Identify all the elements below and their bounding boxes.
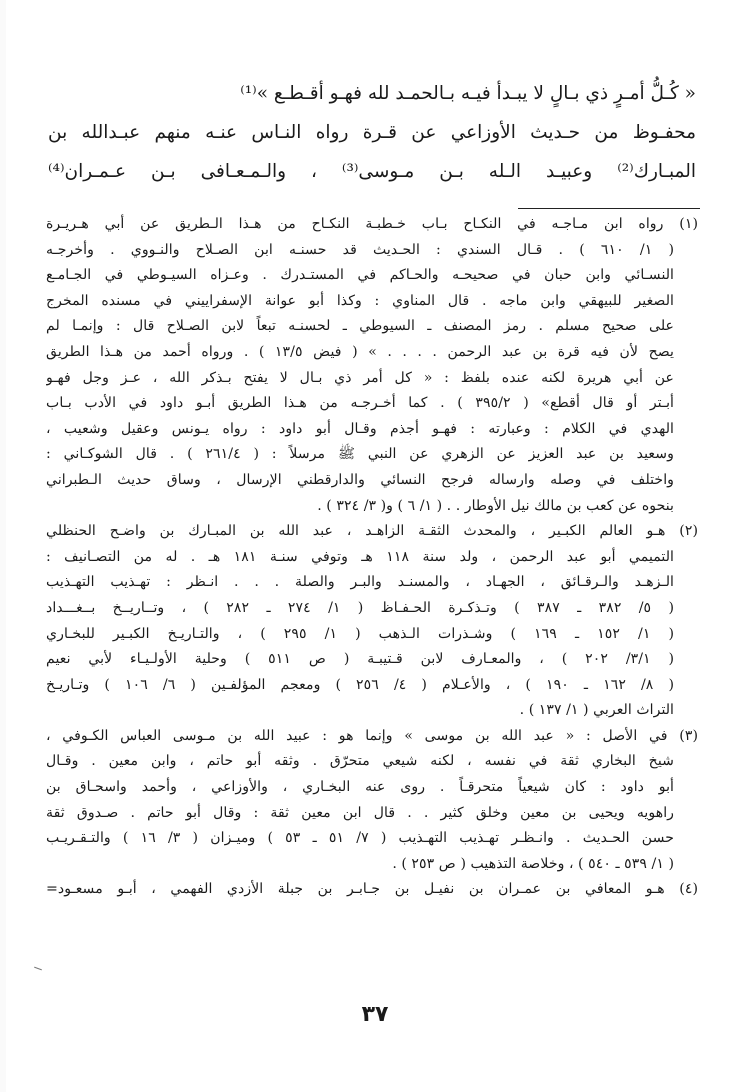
footnote-line: وسعيد بن عبد العزيز عن الزهري عن النبي ﷺ مرسلاً : ( ٢٦١/٤ ) . قال الشوكـاني : <box>46 446 674 463</box>
footnote-line: أبـتر أو قال أقطع» ( ٣٩٥/٢ ) . كما أخـرجـه من هـذا الطريق أبـو داود في الأدب بـاب <box>46 395 674 412</box>
footnote-line: شيخ البخاري ثقة في نفسه ، لكنه شيعي متحرّق . وثقه أبو حاتم ، وابن معين . وقـال <box>46 753 674 770</box>
footnote-line: ( ٥/ ٣٨٢ ـ ٣٨٧ ) وتـذكـرة الحـفـاظ ( ١/ ٢٧٤ ـ ٢٨٢ ) ، وتــاريــخ بــغـــداد <box>46 599 674 616</box>
scan-mark <box>34 967 42 971</box>
footnote-line: (٢) هـو العالم الكبـير ، والمحدث الثقـة الزاهـد ، عبد الله بن المبـارك بن واضـح الحنظلي <box>46 523 698 540</box>
footnote-line: ( ٨/ ١٦٢ ـ ١٩٠ ) ، والأعـلام ( ٤/ ٢٥٦ ) ومعجم المؤلفـين ( ٦/ ١٠٦ ) وتـاريـخ <box>46 676 674 693</box>
footnote-line: النسـائي وابن حبان في صحيحـه والحـاكم في المستـدرك . وعـزاه السيـوطي في الجـامـع <box>46 267 674 284</box>
footnote-4 <box>46 877 698 903</box>
footnote-line: الصغير للبيهقي وابن ماجه . قال المناوي : وكذا أبو عوانة الإسفراييني في مسنده المخرج <box>46 292 674 309</box>
footnotes <box>46 212 698 903</box>
footnote-line: عن أبي هريرة لكنه عنده بلفظ : « كل أمر ذي بـال لا يفتح بـذكر الله ، عـز وجل فهـو <box>46 369 674 386</box>
main-text-line: « كُـلُّ أمـرٍ ذي بـالٍ لا يبـدأ فيـه بـالحمـد لله فهـو أقـطـع »⁽¹⁾ <box>240 83 696 104</box>
footnote-line: ( ١/ ١٥٢ ـ ١٦٩ ) وشـذرات الـذهب ( ١/ ٢٩٥ ) ، والتـاريـخ الكبـير للبخـاري <box>46 625 674 642</box>
page-number: ٣٧ <box>361 1002 389 1027</box>
main-text <box>48 74 696 191</box>
footnote-line: التميمي أبو عبد الرحمن ، ولد سنة ١١٨ هـ وتوفي سنـة ١٨١ هـ . له من التصـانيف : <box>46 548 674 565</box>
footnote-line: على صحيح مسلم . رمز المصنف ـ السيوطي ـ لحسنـه تبعاً لابن الصـلاح قال : وإنمـا لم <box>46 318 674 335</box>
footnote-line: أبو داود : كان شيعياً متحرقـاً . روى عنه البخـاري ، والأوزاعي ، وأحمد واسحـاق بن <box>46 779 674 796</box>
page-edge <box>0 0 6 1092</box>
footnote-line: (١) رواه ابن مـاجـه في النكـاح بـاب خـطبـة النكـاح من هـذا الـطريق عن أبي هـريـرة <box>46 216 698 232</box>
footnote-line: الهدي في الكلام : وعبارته : فهـو أجذم وقـال أبو داود : رواه يـونس وعقيل وشعيب ، <box>46 420 674 437</box>
footnote-2 <box>46 519 698 724</box>
footnote-separator <box>518 208 700 209</box>
footnote-line: واختلف في وصله وارساله فرجح النسائي والدارقطني الإرسال ، وساق حديث الـطبراني <box>46 471 674 488</box>
main-text-line: محفـوظ من حـديث الأوزاعي عن قـرة رواه النـاس عنـه منهم عبـدالله بن <box>48 122 696 143</box>
footnote-line: (٤) هـو المعافي بن عمـران بن نفيـل بن جـابـر بن جبلة الأزدي الفهمي ، أبـو مسعـود= <box>46 881 698 898</box>
footnote-line: ( ٣/١/ ٢٠٢ ) ، والمعـارف لابن قـتيبـة ( ص ٥١١ ) وحلية الأولـيـاء لأبي نعيم <box>46 651 675 668</box>
footnote-3 <box>46 724 698 878</box>
footnote-line: ( ١/ ٦١٠ ) . قـال السندي : الحـديث قد حسنـه ابن الصـلاح والنـووي . وأخرجـه <box>46 241 674 258</box>
footnote-line: الـزهـد والـرقـائق ، الجهـاد ، والمسنـد والبـر والصلة . . . انـظر : تهـذيب التهـذيب <box>46 574 674 591</box>
footnote-line: التراث العربي ( ١/ ١٣٧ ) . <box>519 702 674 719</box>
footnote-1 <box>46 212 698 519</box>
footnote-line: (٣) في الأصل : « عبد الله بن موسى » وإنما هو : عبيد الله بن مـوسى العباس الكـوفي ، <box>46 727 698 744</box>
footnote-line: ( ١/ ٥٣٩ ـ ٥٤٠ ) ، وخلاصة التذهيب ( ص ٢٥٣ ) . <box>392 855 674 872</box>
footnote-line: بنحوه عن كعب بن مالك نيل الأوطار . . ( ١/ ٦ ) و( ٣/ ٣٢٤ ) . <box>317 497 674 514</box>
footnote-line: يصح لأن فيه قرة بن عبد الرحمن . . . . » ( فيض ١٣/٥ ) . ورواه أحمد من هـذا الطريق <box>46 343 674 360</box>
footnote-line: حسن الحـديث . وانـظـر تهـذيب التهـذيب ( ٧/ ٥١ ـ ٥٣ ) وميـزان ( ٣/ ١٦ ) والتـقـريـب <box>46 830 675 847</box>
footnote-line: راهويه ويحيى بن معين وخلق كثير . . قال ابن معين ثقة : وقال أبو حاتم . صـدوق ثقة <box>46 804 674 821</box>
main-text-line: المبـارك⁽²⁾ وعبيـد الـله بـن مـوسى⁽³⁾ ، والـمـعـافى بـن عـمـران⁽⁴⁾ <box>48 161 696 182</box>
